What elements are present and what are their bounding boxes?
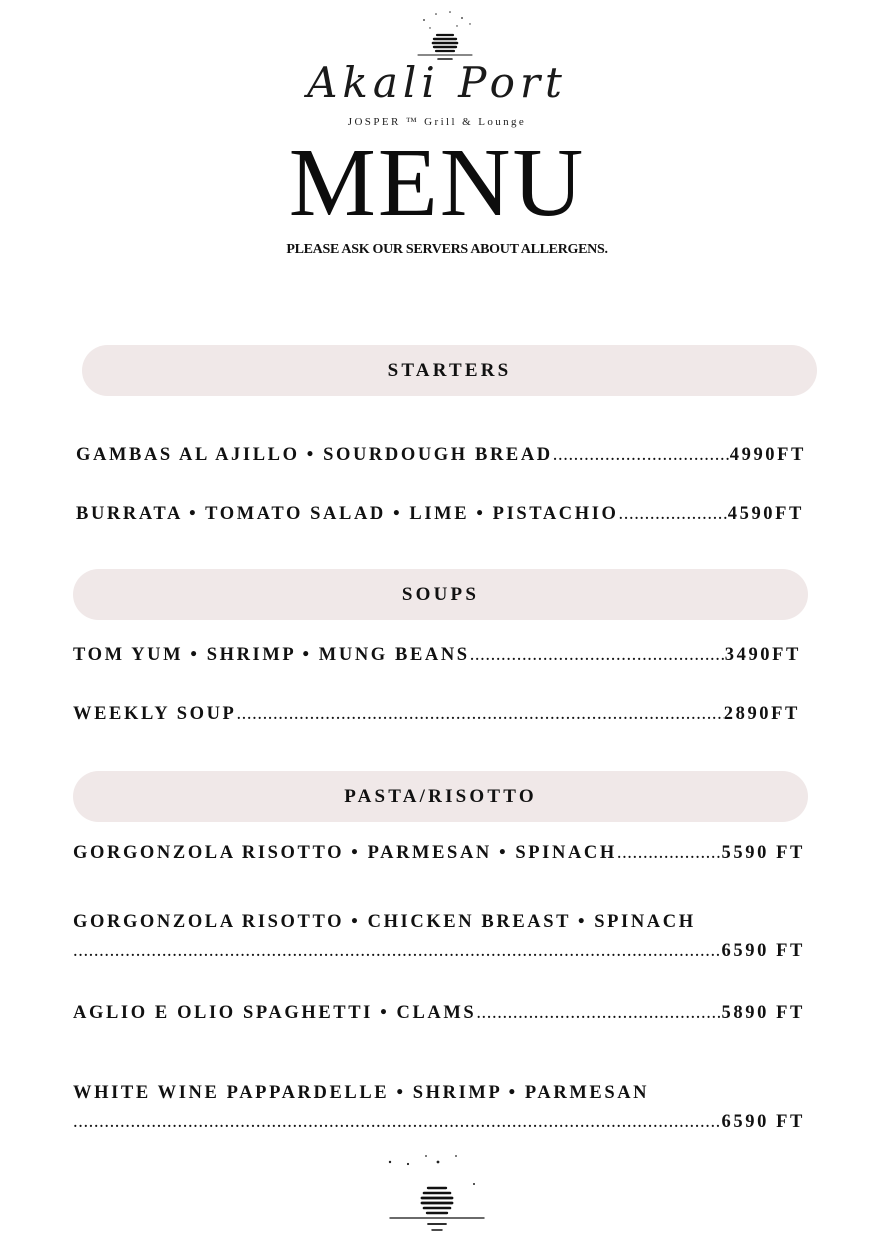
menu-item-name: GAMBAS AL AJILLO • SOURDOUGH BREAD [76,445,553,465]
menu-item-price: 5890 FT [721,1003,805,1023]
dot-leader [236,704,723,725]
menu-item [73,941,805,962]
section-heading-label: SOUPS [401,584,480,605]
menu-item [73,645,801,666]
menu-item [73,704,800,725]
menu-item-price: 4590FT [727,504,804,524]
brand-name: Akali Port [307,58,567,107]
dot-leader [73,1112,722,1133]
dot-leader [617,843,722,864]
menu-item [76,445,806,466]
menu-item [73,843,805,864]
menu-item-name: GORGONZOLA RISOTTO • PARMESAN • SPINACH [73,843,617,863]
menu-item-price: 6590 FT [721,941,805,961]
dot-leader [476,1003,721,1024]
section-heading-starters [82,345,817,396]
menu-item-name: GORGONZOLA RISOTTO • CHICKEN BREAST • SPINACH [73,912,696,932]
menu-item-name-line [73,912,805,933]
menu-item-price: 4990FT [729,445,806,465]
menu-item [76,504,804,525]
menu-item-name: WHITE WINE PAPPARDELLE • SHRIMP • PARMESAN [73,1083,650,1103]
section-heading-pasta-risotto [73,771,808,822]
section-heading-label: STARTERS [387,360,512,381]
section-heading-soups [73,569,808,620]
menu-item-price: 6590 FT [721,1112,805,1132]
sun-logo-icon [382,1150,492,1236]
menu-item-name: TOM YUM • SHRIMP • MUNG BEANS [73,645,470,665]
menu-item-name-line [73,1083,805,1104]
dot-leader [553,445,730,466]
menu-item-name: BURRATA • TOMATO SALAD • LIME • PISTACHIO [76,504,619,524]
menu-item [73,1112,805,1133]
menu-item-price: 5590 FT [721,843,805,863]
dot-leader [73,941,722,962]
allergen-notice: PLEASE ASK OUR SERVERS ABOUT ALLERGENS. [286,242,608,257]
menu-item-price: 3490FT [724,645,801,665]
dot-leader [619,504,728,525]
menu-item-name: WEEKLY SOUP [73,704,237,724]
section-heading-label: PASTA/RISOTTO [344,786,537,807]
menu-item-name: AGLIO E OLIO SPAGHETTI • CLAMS [73,1003,477,1023]
dot-leader [470,645,725,666]
menu-item [73,1003,805,1024]
menu-item-price: 2890FT [723,704,800,724]
page-title: MENU [288,129,586,237]
brand-tagline: JOSPER ™ Grill & Lounge [347,116,527,128]
